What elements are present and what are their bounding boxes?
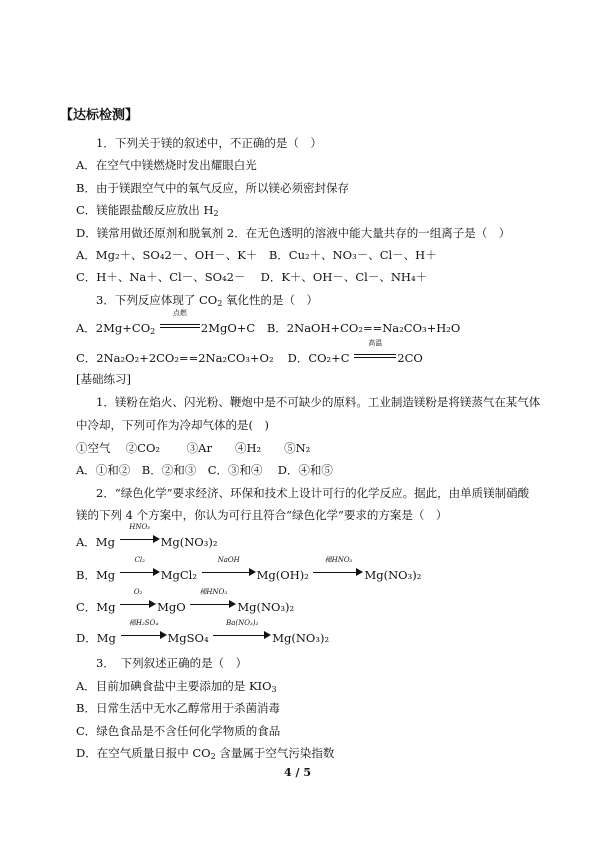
q1-option-c: C．镁能跟盐酸反应放出 $H_2$	[76, 203, 219, 218]
b1-stem-line2: 中冷却，下列可作为冷却气体的是( )	[76, 418, 269, 432]
b3-option-b: B．日常生活中无水乙醇常用于杀菌消毒	[76, 701, 280, 715]
equals-arrow-condition: 点燃	[160, 318, 200, 332]
q1-option-a: A．在空气中镁燃烧时发出耀眼白光	[76, 158, 257, 172]
q1-option-b: B．由于镁跟空气中的氧气反应，所以镁必须密封保存	[76, 181, 349, 195]
reaction-arrow: Cl₂	[120, 565, 160, 579]
b3-option-c: C．绿色食品是不含任何化学物质的食品	[76, 724, 281, 738]
b3-option-d: D．在空气质量日报中 $CO_2$ 含量属于空气污染指数	[76, 746, 335, 761]
b2-stem-line1: 2．“绿色化学”要求经济、环保和技术上设计可行的化学反应。据此，由单质镁制硝酸	[96, 486, 530, 500]
b2-option-b: B．Mg Cl₂ MgCl₂ NaOH Mg(OH)₂ 稀HNO₃ Mg(NO₃)₂	[76, 556, 422, 582]
b3-stem: 3． 下列叙述正确的是（ ）	[96, 656, 248, 670]
q3-options-cd: C．2Na₂O₂+2CO₂==2Na₂CO₃+O₂ D．CO₂+C 高温 2CO	[76, 339, 423, 365]
section-title: 【达标检测】	[60, 108, 139, 123]
q2-options-cd: C．H＋、Na＋、Cl－、SO₄2－ D．K＋、OH－、Cl－、NH₄＋	[76, 270, 428, 284]
reaction-arrow: O₂	[120, 597, 156, 611]
b2-option-a: A．Mg HNO₃ Mg(NO₃)₂	[76, 523, 218, 549]
basic-heading: [基础练习]	[76, 372, 131, 386]
q3-stem: 3．下列反应体现了 $CO_2$ 氧化性的是（ ）	[96, 293, 318, 308]
reaction-arrow: 稀H₂SO₄	[121, 628, 167, 642]
q2-options-ab: A．Mg₂＋、SO₄2－、OH－、K＋ B．Cu₂＋、NO₃－、Cl－、H＋	[76, 248, 437, 262]
q3-options-ab: A．$2Mg+CO_2$ 点燃 2MgO+C B．2NaOH+CO₂==Na₂CO₃+H₂O	[76, 309, 461, 336]
q1-option-d: D．镁常用做还原剂和脱氧剂 2．在无色透明的溶液中能大量共存的一组离子是（ ）	[76, 226, 511, 240]
b1-options: A．①和② B．②和③ C．③和④ D．④和⑤	[76, 463, 333, 477]
reaction-arrow: 稀HNO₃	[313, 565, 363, 579]
reaction-arrow: NaOH	[202, 565, 256, 579]
b1-items: ①空气 ②CO₂ ③Ar ④H₂ ⑤N₂	[76, 441, 311, 455]
page-number: 4 / 5	[284, 766, 311, 779]
b1-stem-line1: 1．镁粉在焰火、闪光粉、鞭炮中是不可缺少的原料。工业制造镁粉是将镁蒸气在某气体	[96, 395, 541, 409]
reaction-arrow: 稀HNO₃	[190, 597, 236, 611]
reaction-arrow: Ba(NO₃)₂	[213, 628, 271, 642]
b2-stem-line2: 镁的下列 4 个方案中，你认为可行且符合“绿色化学”要求的方案是（ ）	[76, 508, 448, 522]
q1-stem: 1．下列关于镁的叙述中，不正确的是（ ）	[96, 136, 322, 150]
reaction-arrow: HNO₃	[120, 532, 160, 546]
equals-arrow-condition: 高温	[354, 348, 396, 362]
b3-option-a: A．目前加碘食盐中主要添加的是 $KIO_3$	[76, 679, 277, 694]
b2-option-c: C．Mg O₂ MgO 稀HNO₃ Mg(NO₃)₂	[76, 588, 295, 614]
b2-option-d: D．Mg 稀H₂SO₄ MgSO₄ Ba(NO₃)₂ Mg(NO₃)₂	[76, 619, 330, 645]
